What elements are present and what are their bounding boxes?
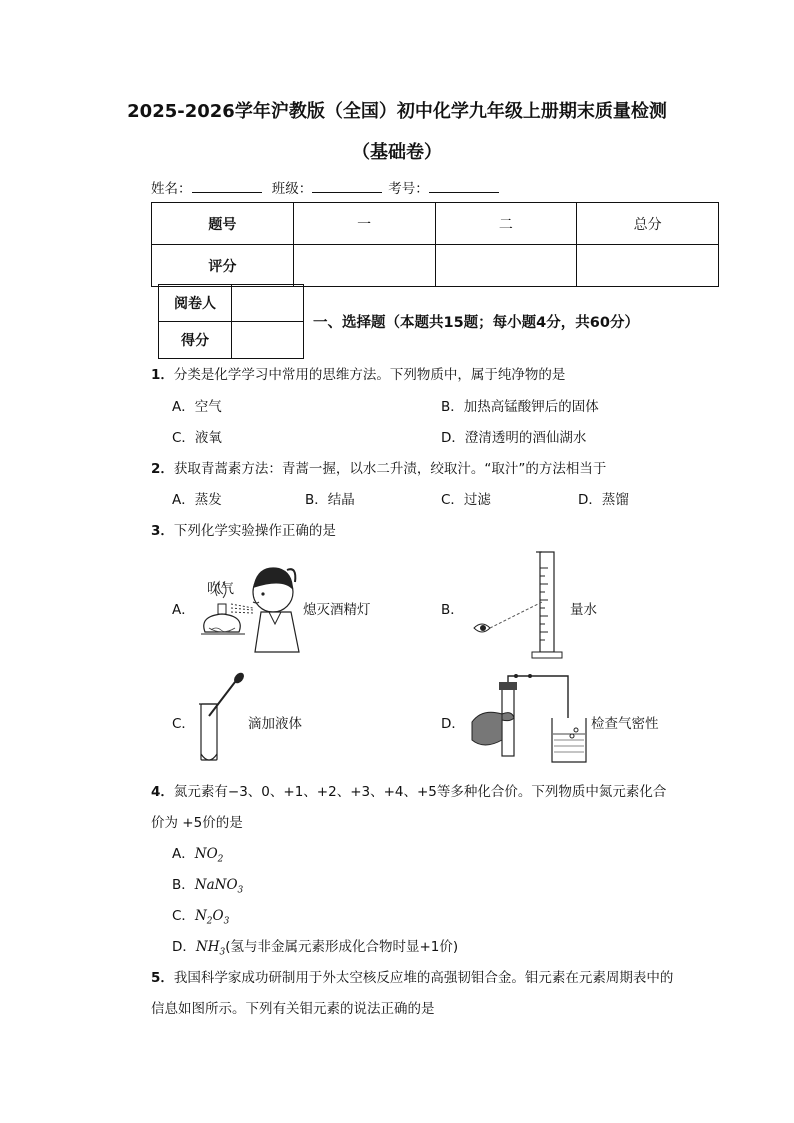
reviewer-cell [232, 285, 304, 322]
option-a [172, 842, 223, 865]
formula-sub: 2 [217, 854, 224, 865]
question-stem: 下列化学实验操作正确的是 [173, 523, 336, 539]
option-d: D．澄清透明的酒仙湖水 [441, 430, 587, 446]
question-stem: 分类是化学学习中常用的思维方法。下列物质中，属于纯净物的是 [173, 367, 566, 383]
question-5-line2: 信息如图所示。下列有关钼元素的说法正确的是 [151, 1001, 435, 1017]
formula-main: NH [195, 939, 220, 955]
score-empty-cell [435, 245, 577, 287]
class-label: 班级： [271, 181, 313, 197]
question-stem: 我国科学家成功研制用于外太空核反应堆的高强韧钼合金。钼元素在元素周期表中的 [173, 970, 674, 986]
question-2 [151, 457, 606, 477]
option-a: A． [172, 602, 195, 618]
score-row-label: 评分 [152, 245, 294, 287]
exam-no-blank [429, 178, 499, 193]
graduated-cylinder-figure [470, 548, 570, 662]
option-b: B． [441, 602, 464, 618]
airtightness-check-figure [468, 672, 592, 772]
score-empty-cell [293, 245, 435, 287]
question-4-line2: 价为 +5价的是 [151, 815, 243, 831]
question-4 [151, 780, 666, 800]
option-b [172, 873, 243, 896]
option-c [172, 904, 229, 927]
formula-main: N [194, 908, 207, 924]
question-number: 4． [151, 784, 174, 800]
figure-b-label: 量水 [570, 602, 597, 618]
blow-label: 吹气 [207, 581, 234, 597]
formula-sub: 3 [223, 916, 230, 927]
formula-main: NO [194, 846, 218, 862]
grader-score-cell [232, 322, 304, 359]
name-blank [192, 178, 262, 193]
option-c: C． [172, 716, 195, 732]
formula-main: O [212, 908, 224, 924]
question-1 [151, 363, 565, 383]
question-number: 5． [151, 970, 174, 986]
grader-table [158, 284, 304, 359]
figure-d-label: 检查气密性 [591, 716, 659, 732]
name-label: 姓名： [151, 181, 192, 197]
dropper-test-tube-figure [195, 670, 255, 770]
formula-sub: 2 [206, 916, 213, 927]
exam-subtitle: （基础卷） [352, 142, 442, 163]
formula-main: NaNO [194, 877, 238, 893]
score-cell: 总分 [577, 203, 719, 245]
question-number: 3． [151, 523, 174, 539]
formula-note: (氢与非金属元素形成化合物时显+1价) [225, 939, 459, 955]
formula-sub: 3 [237, 885, 244, 896]
option-letter: B． [172, 877, 195, 893]
question-stem: 获取青蒿素方法：青蒿一握，以水二升渍，绞取汁。“取汁”的方法相当于 [173, 461, 607, 477]
option-d: D． [441, 716, 465, 732]
question-3 [151, 519, 336, 539]
question-number: 2． [151, 461, 174, 477]
exam-no-label: 考号： [388, 181, 429, 197]
alcohol-lamp-blowing-figure [195, 552, 305, 658]
option-d: D．蒸馏 [578, 492, 629, 508]
option-letter: A． [172, 846, 195, 862]
option-b: B．结晶 [305, 492, 355, 508]
reviewer-label: 阅卷人 [159, 285, 232, 322]
formula-sub: 3 [219, 947, 226, 958]
option-c: C．液氧 [172, 430, 222, 446]
option-b: B．加热高锰酸钾后的固体 [441, 399, 599, 415]
option-a: A．空气 [172, 399, 222, 415]
score-table-score-row [152, 245, 719, 287]
score-empty-cell [577, 245, 719, 287]
question-number: 1． [151, 367, 174, 383]
question-stem: 氮元素有−3、0、+1、+2、+3、+4、+5等多种化合价。下列物质中氮元素化合 [173, 784, 667, 800]
score-cell: 一 [293, 203, 435, 245]
grader-score-label: 得分 [159, 322, 232, 359]
score-table [151, 202, 719, 287]
score-cell: 二 [435, 203, 577, 245]
score-table-header-row [152, 203, 719, 245]
score-cell: 题号 [152, 203, 294, 245]
figure-a-label: 熄灭酒精灯 [303, 602, 371, 618]
option-d [172, 935, 458, 958]
option-letter: D． [172, 939, 196, 955]
option-a: A．蒸发 [172, 492, 222, 508]
question-5 [151, 966, 673, 986]
option-c: C．过滤 [441, 492, 491, 508]
class-blank [312, 178, 382, 193]
figure-c-label: 滴加液体 [248, 716, 302, 732]
exam-title: 2025-2026学年沪教版（全国）初中化学九年级上册期末质量检测 [127, 101, 667, 122]
section-title: 一、选择题（本题共15题；每小题4分，共60分） [313, 315, 639, 331]
student-info-line [151, 177, 505, 197]
option-letter: C． [172, 908, 195, 924]
